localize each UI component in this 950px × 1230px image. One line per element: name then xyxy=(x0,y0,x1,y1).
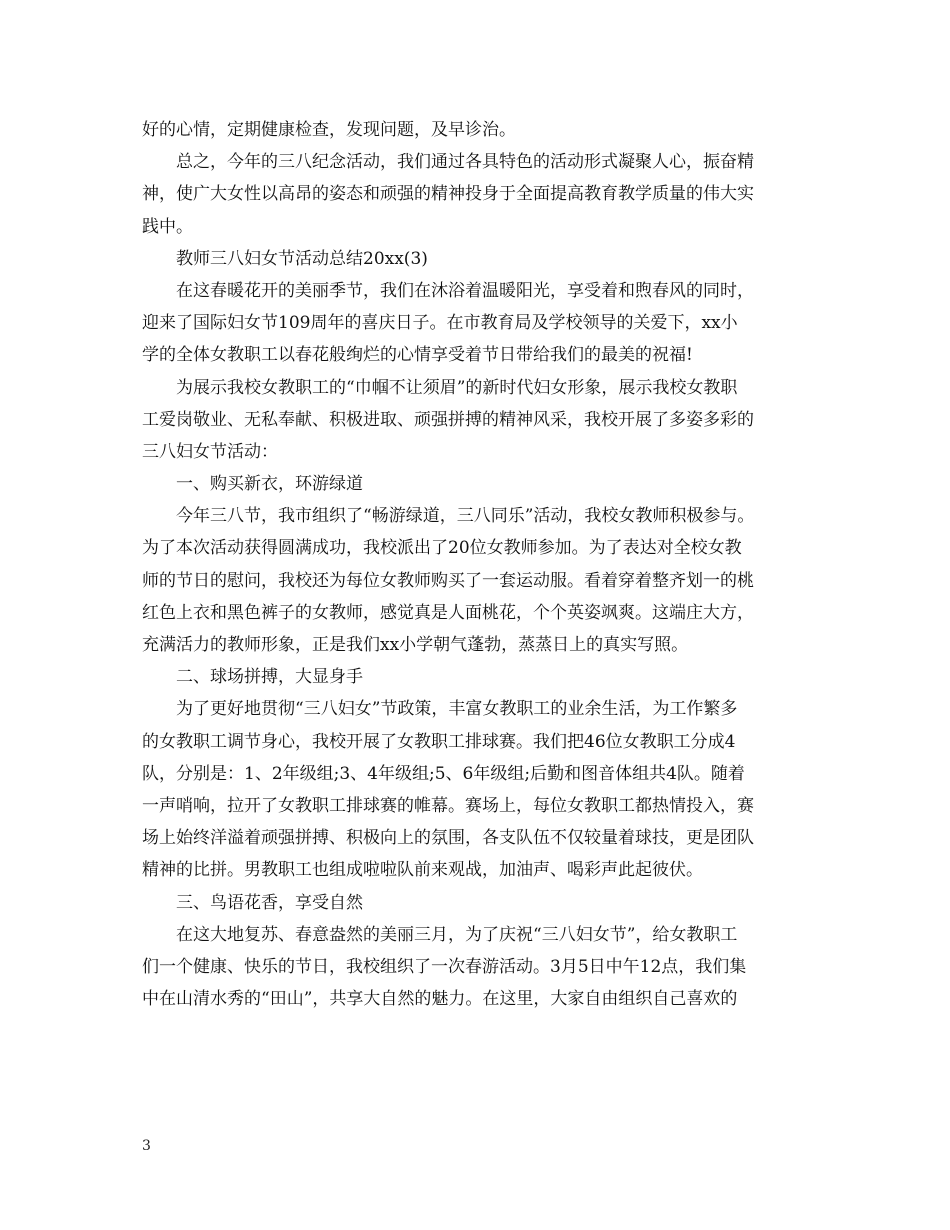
text-line: 精神的比拼。男教职工也组成啦啦队前来观战，加油声、喝彩声此起彼伏。 xyxy=(142,860,703,881)
text-line: 三八妇女节活动： xyxy=(142,441,278,462)
text-line: 的女教职工调节身心，我校开展了女教职工排球赛。我们把46位女教职工分成4 xyxy=(142,731,736,752)
text-line: 总之，今年的三八纪念活动，我们通过各具特色的活动形式凝聚人心，振奋精 xyxy=(176,152,754,173)
text-line: 一声哨响，拉开了女教职工排球赛的帷幕。赛场上，每位女教职工都热情投入，赛 xyxy=(142,795,754,816)
text-line: 践中。 xyxy=(142,216,193,237)
text-line: 们一个健康、快乐的节日，我校组织了一次春游活动。3月5日中午12点，我们集 xyxy=(142,956,747,977)
text-line: 为了更好地贯彻“三八妇女”节政策，丰富女教职工的业余生活，为工作繁多 xyxy=(176,699,738,720)
text-line: 在这春暖花开的美丽季节，我们在沐浴着温暖阳光，享受着和煦春风的同时， xyxy=(176,280,754,301)
text-line: 今年三八节，我市组织了“畅游绿道，三八同乐”活动，我校女教师积极参与。 xyxy=(176,506,755,527)
subsection-heading: 三、鸟语花香，享受自然 xyxy=(176,892,363,913)
subsection-heading: 一、购买新衣，环游绿道 xyxy=(176,474,363,495)
text-line: 为展示我校女教职工的“巾帼不让须眉”的新时代妇女形象，展示我校女教职 xyxy=(176,377,738,398)
document-body xyxy=(142,114,812,1015)
page-number: 3 xyxy=(142,1138,151,1154)
text-line: 充满活力的教师形象，正是我们xx小学朝气蓬勃，蒸蒸日上的真实写照。 xyxy=(142,635,689,655)
section-title: 教师三八妇女节活动总结20xx(3) xyxy=(176,248,428,269)
text-line: 学的全体女教职工以春花般绚烂的心情享受着节日带给我们的最美的祝福! xyxy=(142,345,693,366)
text-line: 师的节日的慰问，我校还为每位女教师购买了一套运动服。看着穿着整齐划一的桃 xyxy=(142,570,754,591)
text-line: 在这大地复苏、春意盎然的美丽三月，为了庆祝“三八妇女节”，给女教职工 xyxy=(176,924,738,945)
text-line: 好的心情，定期健康检查，发现问题，及早诊治。 xyxy=(142,120,516,140)
text-line: 为了本次活动获得圆满成功，我校派出了20位女教师参加。为了表达对全校女教 xyxy=(142,538,742,559)
text-line: 中在山清水秀的“田山”，共享大自然的魅力。在这里，大家自由组织自己喜欢的 xyxy=(142,989,738,1010)
text-line: 红色上衣和黑色裤子的女教师，感觉真是人面桃花，个个英姿飒爽。这端庄大方， xyxy=(142,602,754,623)
text-line: 迎来了国际妇女节109周年的喜庆日子。在市教育局及学校领导的关爱下，xx小 xyxy=(142,313,738,334)
text-line: 场上始终洋溢着顽强拼搏、积极向上的氛围，各支队伍不仅较量着球技，更是团队 xyxy=(142,828,754,849)
text-line: 神，使广大女性以高昂的姿态和顽强的精神投身于全面提高教育教学质量的伟大实 xyxy=(142,184,754,205)
text-line: 工爱岗敬业、无私奉献、积极进取、顽强拼搏的精神风采，我校开展了多姿多彩的 xyxy=(142,409,754,430)
subsection-heading: 二、球场拼搏，大显身手 xyxy=(176,667,363,688)
text-line: 队，分别是：1、2年级组;3、4年级组;5、6年级组;后勤和图音体组共4队。随着 xyxy=(142,763,745,784)
